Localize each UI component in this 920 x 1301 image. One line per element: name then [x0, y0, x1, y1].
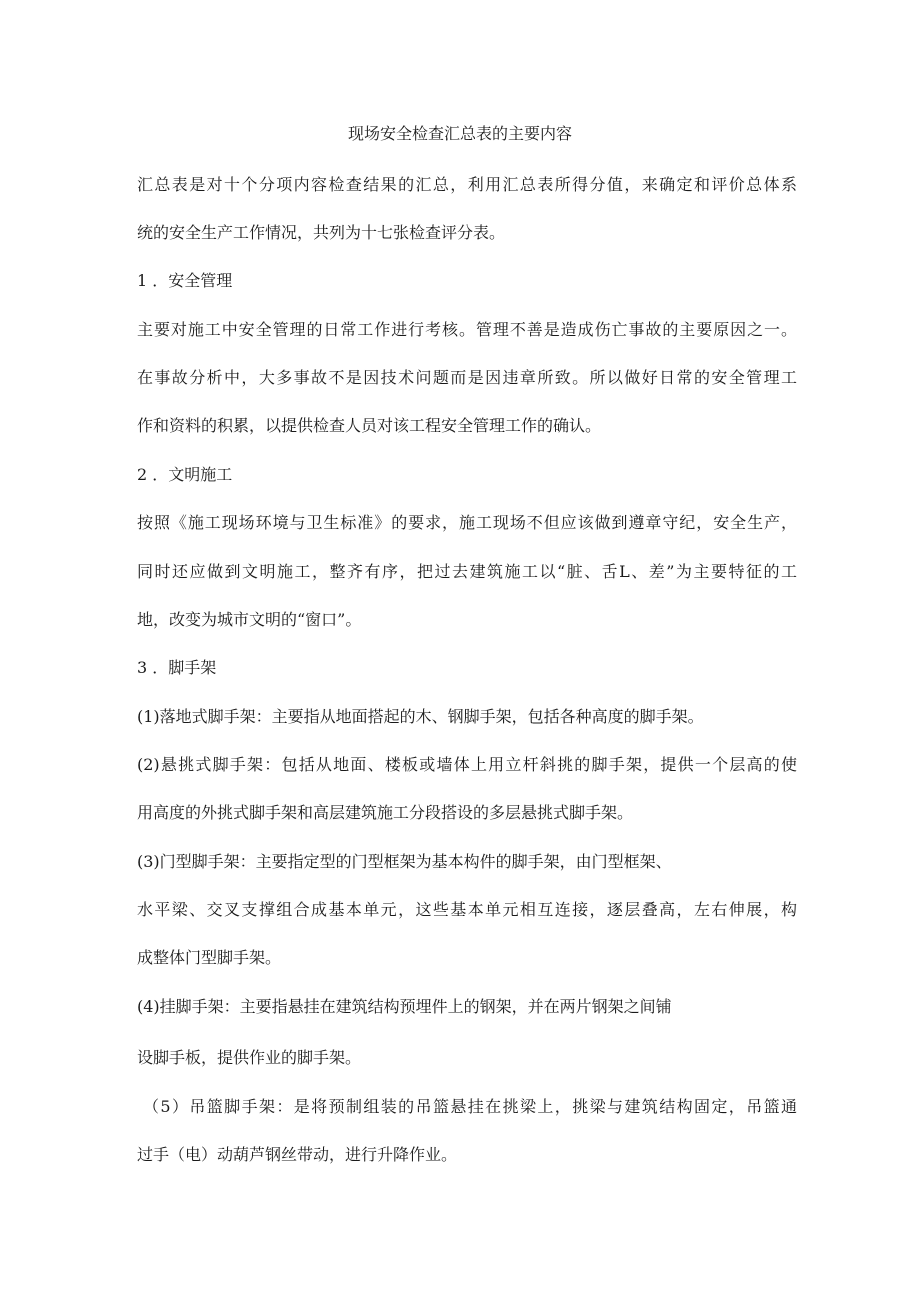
list-item-2-line-1: (2)悬挑式脚手架：包括从地面、楼板或墙体上用立杆斜挑的脚手架，提供一个层高的使	[137, 755, 797, 774]
paragraph-line-4: 在事故分析中，大多事故不是因技术问题而是因违章所致。所以做好日常的安全管理工	[137, 368, 797, 387]
paragraph-line-6: 按照《施工现场环境与卫生标准》的要求，施工现场不但应该做到遵章守纪，安全生产，	[137, 513, 797, 532]
list-item-3-line-1: (3)门型脚手架：主要指定型的门型框架为基本构件的脚手架，由门型框架、	[137, 852, 672, 871]
paragraph-line-3: 主要对施工中安全管理的日常工作进行考核。管理不善是造成伤亡事故的主要原因之一。	[137, 320, 797, 339]
paragraph-line-8: 地，改变为城市文明的“窗口”。	[137, 610, 362, 629]
list-item-5-line-1: （5）吊篮脚手架：是将预制组装的吊篮悬挂在挑梁上，挑梁与建筑结构固定，吊篮通	[143, 1097, 797, 1116]
list-item-1: (1)落地式脚手架：主要指从地面搭起的木、钢脚手架，包括各种高度的脚手架。	[137, 707, 704, 726]
document-title: 现场安全检查汇总表的主要内容	[347, 124, 572, 143]
list-item-5-line-2: 过手（电）动葫芦钢丝带动，进行升降作业。	[137, 1145, 458, 1164]
list-item-3-line-3: 成整体门型脚手架。	[137, 948, 282, 967]
section-heading-scaffolding: 3 ．脚手架	[137, 658, 217, 677]
paragraph-line-1: 汇总表是对十个分项内容检查结果的汇总，利用汇总表所得分值，来确定和评价总体系	[137, 175, 797, 194]
paragraph-line-5: 作和资料的积累，以提供检查人员对该工程安全管理工作的确认。	[137, 416, 602, 435]
paragraph-line-7: 同时还应做到文明施工，整齐有序，把过去建筑施工以“脏、舌L、差”为主要特征的工	[137, 562, 797, 581]
list-item-4-line-2: 设脚手板，提供作业的脚手架。	[137, 1048, 362, 1067]
list-item-4-line-1: (4)挂脚手架：主要指悬挂在建筑结构预埋件上的钢架，并在两片钢架之间铺	[137, 997, 672, 1016]
section-heading-civilized-construction: 2 ．文明施工	[137, 465, 233, 484]
paragraph-line-2: 统的安全生产工作情况，共列为十七张检查评分表。	[137, 223, 506, 242]
section-heading-safety-management: 1 ．安全管理	[137, 271, 233, 290]
list-item-3-line-2: 水平梁、交叉支撑组合成基本单元，这些基本单元相互连接，逐层叠高，左右伸展，构	[137, 900, 797, 919]
list-item-2-line-2: 用高度的外挑式脚手架和高层建筑施工分段搭设的多层悬挑式脚手架。	[137, 803, 634, 822]
